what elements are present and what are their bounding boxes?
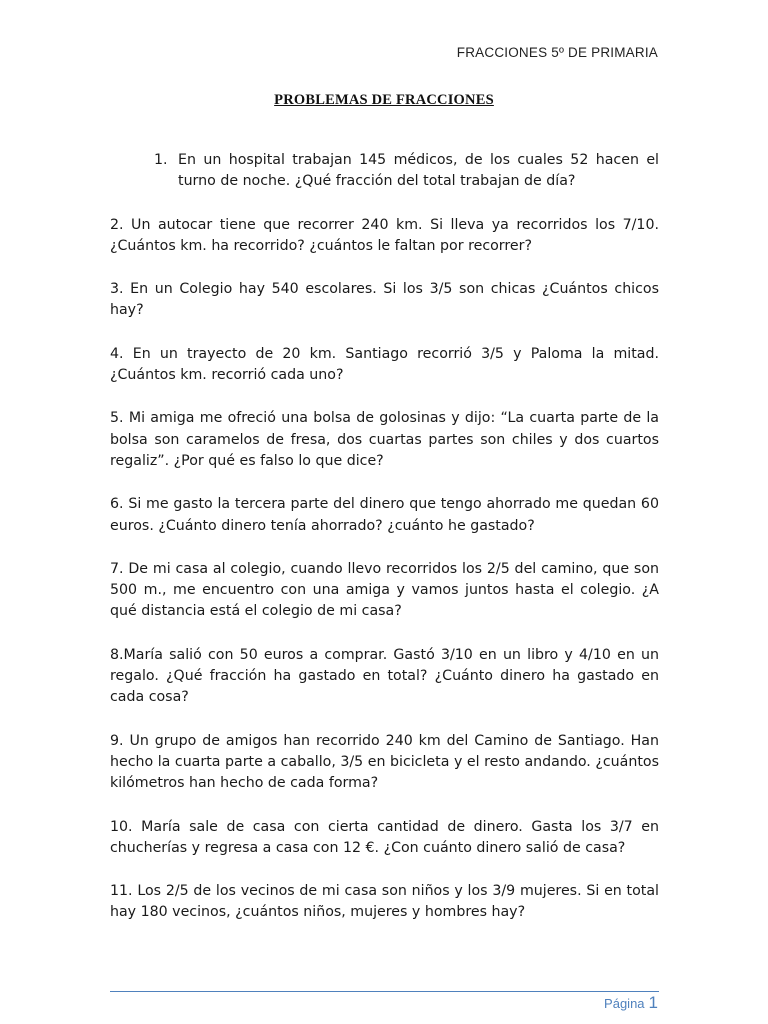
footer-page-label: Página (604, 996, 645, 1011)
footer-divider (110, 991, 659, 992)
problem-2: 2. Un autocar tiene que recorrer 240 km. Si lleva ya recorridos los 7/10. ¿Cuántos km. ha recorrido? ¿cuántos le faltan por recorrer? (110, 216, 659, 254)
problem-3: 3. En un Colegio hay 540 escolares. Si los 3/5 son chicas ¿Cuántos chicos hay? (110, 281, 659, 319)
problem-6: 6. Si me gasto la tercera parte del dinero que tengo ahorrado me quedan 60 euros. ¿Cuánto dinero tenía ahorrado? ¿cuánto he gastado? (110, 496, 659, 534)
problem-9: 9. Un grupo de amigos han recorrido 240 km del Camino de Santiago. Han hecho la cuarta parte a caballo, 3/5 en bicicleta y el resto andando. ¿cuántos kilómetros han hecho de cada forma? (110, 732, 659, 792)
footer-page-number: 1 (648, 993, 658, 1012)
page-header: FRACCIONES 5º DE PRIMARIA (456, 45, 658, 60)
problem-1-number: 1. (154, 152, 168, 168)
problem-5: 5. Mi amiga me ofreció una bolsa de golosinas y dijo: “La cuarta parte de la bolsa son caramelos de fresa, dos cuartas partes son chiles y dos cuartos regaliz”. ¿Por qué es falso lo que dice? (110, 410, 659, 469)
page-footer (604, 993, 658, 1013)
problem-list (110, 150, 659, 946)
problem-7: 7. De mi casa al colegio, cuando llevo recorridos los 2/5 del camino, que son 500 m., me encuentro con una amiga y vamos juntos hasta el colegio. ¿A qué distancia está el colegio de mi casa? (110, 560, 659, 620)
document-title: PROBLEMAS DE FRACCIONES (274, 92, 494, 108)
problem-1-text: En un hospital trabajan 145 médicos, de los cuales 52 hacen el turno de noche. ¿Qué fracción del total trabajan de día? (178, 152, 659, 190)
problem-10: 10. María sale de casa con cierta cantidad de dinero. Gasta los 3/7 en chucherías y regresa a casa con 12 €. ¿Con cuánto dinero salió de casa? (110, 818, 659, 856)
problem-8: 8.María salió con 50 euros a comprar. Gastó 3/10 en un libro y 4/10 en un regalo. ¿Qué fracción ha gastado en total? ¿Cuánto dinero ha gastado en cada cosa? (110, 646, 659, 706)
problem-1 (110, 150, 659, 193)
problem-11: 11. Los 2/5 de los vecinos de mi casa son niños y los 3/9 mujeres. Si en total hay 180 vecinos, ¿cuántos niños, mujeres y hombres hay? (110, 883, 659, 921)
problem-4: 4. En un trayecto de 20 km. Santiago recorrió 3/5 y Paloma la mitad. ¿Cuántos km. recorrió cada uno? (110, 345, 659, 384)
